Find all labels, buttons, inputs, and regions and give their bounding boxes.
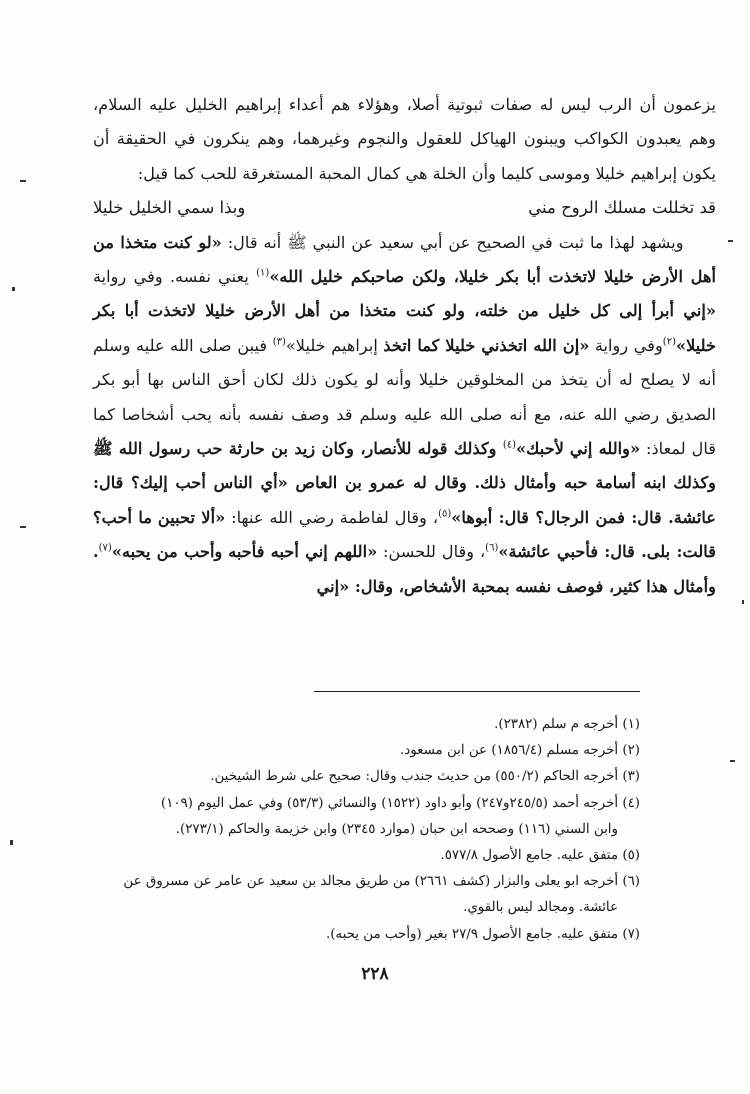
hadith-quote: «إني أبرأ إلى كل خليل من خلته، ولو كنت متخذا من أهل (294, 301, 716, 321)
text-segment: يعني نفسه. وفي رواية (93, 267, 249, 287)
text-segment: ، وقال لفاطمة رضي الله عنها: (225, 507, 439, 527)
text-segment: ويشهد لهذا ما ثبت في الصحيح عن أبي سعيد عن النبي ﷺ أنه قال: (221, 232, 684, 252)
text-line: في الحقيقة أن يكون إبراهيم خليلا وموسى كليما وأن الخلة هي كمال المحبة المستغرقة (93, 129, 716, 183)
hadith-quote: «إني (316, 576, 350, 596)
footnotes (96, 712, 640, 948)
text-segment: ابنه أسامة حبه وأمثال ذلك. وقال له عمرو بن العاص (287, 473, 667, 493)
footnote-ref: (١) (256, 267, 270, 279)
hadith-quote: عائشة. قال: فمن الرجال؟ قال: أبوها» (451, 507, 716, 527)
footnote-ref: (٣) (272, 336, 286, 348)
main-text (93, 88, 716, 604)
hadith-quote: «لو كنت (163, 232, 222, 252)
text-segment: وفي رواية (589, 335, 663, 355)
scan-mark (730, 760, 735, 762)
scan-mark (742, 600, 744, 604)
poetry-verse (93, 191, 716, 225)
footnote-item: (١) أخرجه م سلم (٢٣٨٢). (494, 717, 640, 732)
scan-mark (12, 287, 15, 291)
footnote-item: (٤) أخرجه أحمد (٢٤٥/٥و٢٤٧) وأبو داود (١٥٢٢) والنسائي (٥٣/٣) وفي عمل اليوم (١٠٩) (160, 795, 640, 811)
hadith-quote: «اللهم إني أحبه فأحبه (228, 542, 378, 562)
text-line: السلام، وهم يعبدون الكواكب ويبنون الهياكل للعقول والنجوم وغيرهما، وهم ينكرون (93, 95, 716, 149)
footnote-item: (٣) أخرجه الحاكم (٥٥٠/٢) من حديث جندب وقال: صحيح على شرط الشيخين. (210, 769, 640, 785)
text-segment: . وأمثال هذا كثير، فوصف نفسه بمحبة الأشخاص، وقال: (93, 542, 716, 596)
footnote-ref: (٢) (662, 336, 676, 348)
hadith-quote: متخذا من أهل الأرض خليلا لاتخذت أبا بكر خليلا، ولكن صاحبكم خليل الله» (93, 232, 717, 287)
footnote-separator (314, 691, 640, 692)
footnote-item: (٧) متفق عليه. جامع الأصول ٢٧/٩ بغير (وأحب من يحبه). (325, 926, 640, 942)
verse-second-hemistich: وبذا سمي الخليل خليلا (93, 198, 246, 218)
footnote-ref: (٤) (502, 439, 517, 451)
footnote-item: (٦) أخرجه ابو يعلى والبزار (كشف ٢٦٦١) من طريق مجالد بن سعيد عن عامر عن مسروق عن (123, 874, 640, 890)
footnote-ref: (٦) (485, 542, 499, 554)
scan-mark (20, 526, 26, 528)
footnote-item: (٥) متفق عليه. جامع الأصول ٥٧٧/٨. (440, 848, 640, 864)
scan-mark (10, 840, 13, 845)
scan-mark (728, 240, 733, 242)
hadith-quote: وأحب من يحبه» (111, 542, 223, 562)
hadith-quote: «إن الله اتخذني خليلا كما اتخذ (383, 335, 590, 355)
scan-mark (20, 180, 26, 182)
hadith-quote: الأرض خليلا لاتخذت أبا بكر خليلا» (93, 301, 716, 355)
footnote-ref: (٥) (438, 508, 452, 520)
hadith-quote: «ألا تحبين (157, 507, 226, 527)
text-line: للحب كما قيل: (137, 163, 238, 183)
hadith-quote: «والله إني (569, 439, 641, 459)
text-segment: إبراهيم خليلا» (285, 335, 378, 355)
footnote-continuation: عائشة. ومجالد ليس بالقوي. (463, 900, 618, 916)
hadith-quote: لأحبك» (516, 439, 564, 459)
footnote-continuation: وابن السني (١١٦) وصححه ابن حبان (موارد ٢٣٤٥) وابن خزيمة والحاكم (٢٧٣/١). (175, 821, 618, 837)
text-segment: فيبن صلى الله عليه وسلم أنه لا يصلح له أن يتخذ من المخلوقين (93, 335, 716, 390)
page-number: ٢٢٨ (361, 964, 389, 984)
text-line: يزعمون أن الرب ليس له صفات ثبوتية أصلا، وهؤلاء هم أعداء إبراهيم الخليل عليه (149, 95, 716, 114)
verse-first-hemistich: قد تخللت مسلك الروح مني (528, 198, 716, 218)
footnote-item: (٢) أخرجه مسلم (١٨٥٦/٤) عن ابن مسعود. (400, 743, 640, 759)
hadith-quote: ما أحب؟ قالت: بلى. قال: فأحبي عائشة» (93, 507, 716, 562)
body-paragraph (93, 226, 716, 604)
text-segment: ، وقال للحسن: (377, 542, 486, 562)
body-paragraph (93, 88, 716, 191)
text-segment: خليلا وأنه لو يكون ذلك لكان أحق الناس بها أبو بكر الصديق رضي الله عنه، مع (93, 370, 716, 424)
hadith-quote: «أي الناس أحب إليك؟ قال: (93, 473, 288, 493)
text-segment: أنه صلى الله عليه وسلم قد وصف نفسه بأنه يحب أشخاصا كما قال لمعاذ: (93, 404, 716, 459)
text-segment: وكذلك قوله للأنصار، وكان زيد بن حارثة حب رسول الله ﷺ وكذلك (93, 439, 716, 493)
footnote-ref: (٧) (98, 542, 112, 554)
